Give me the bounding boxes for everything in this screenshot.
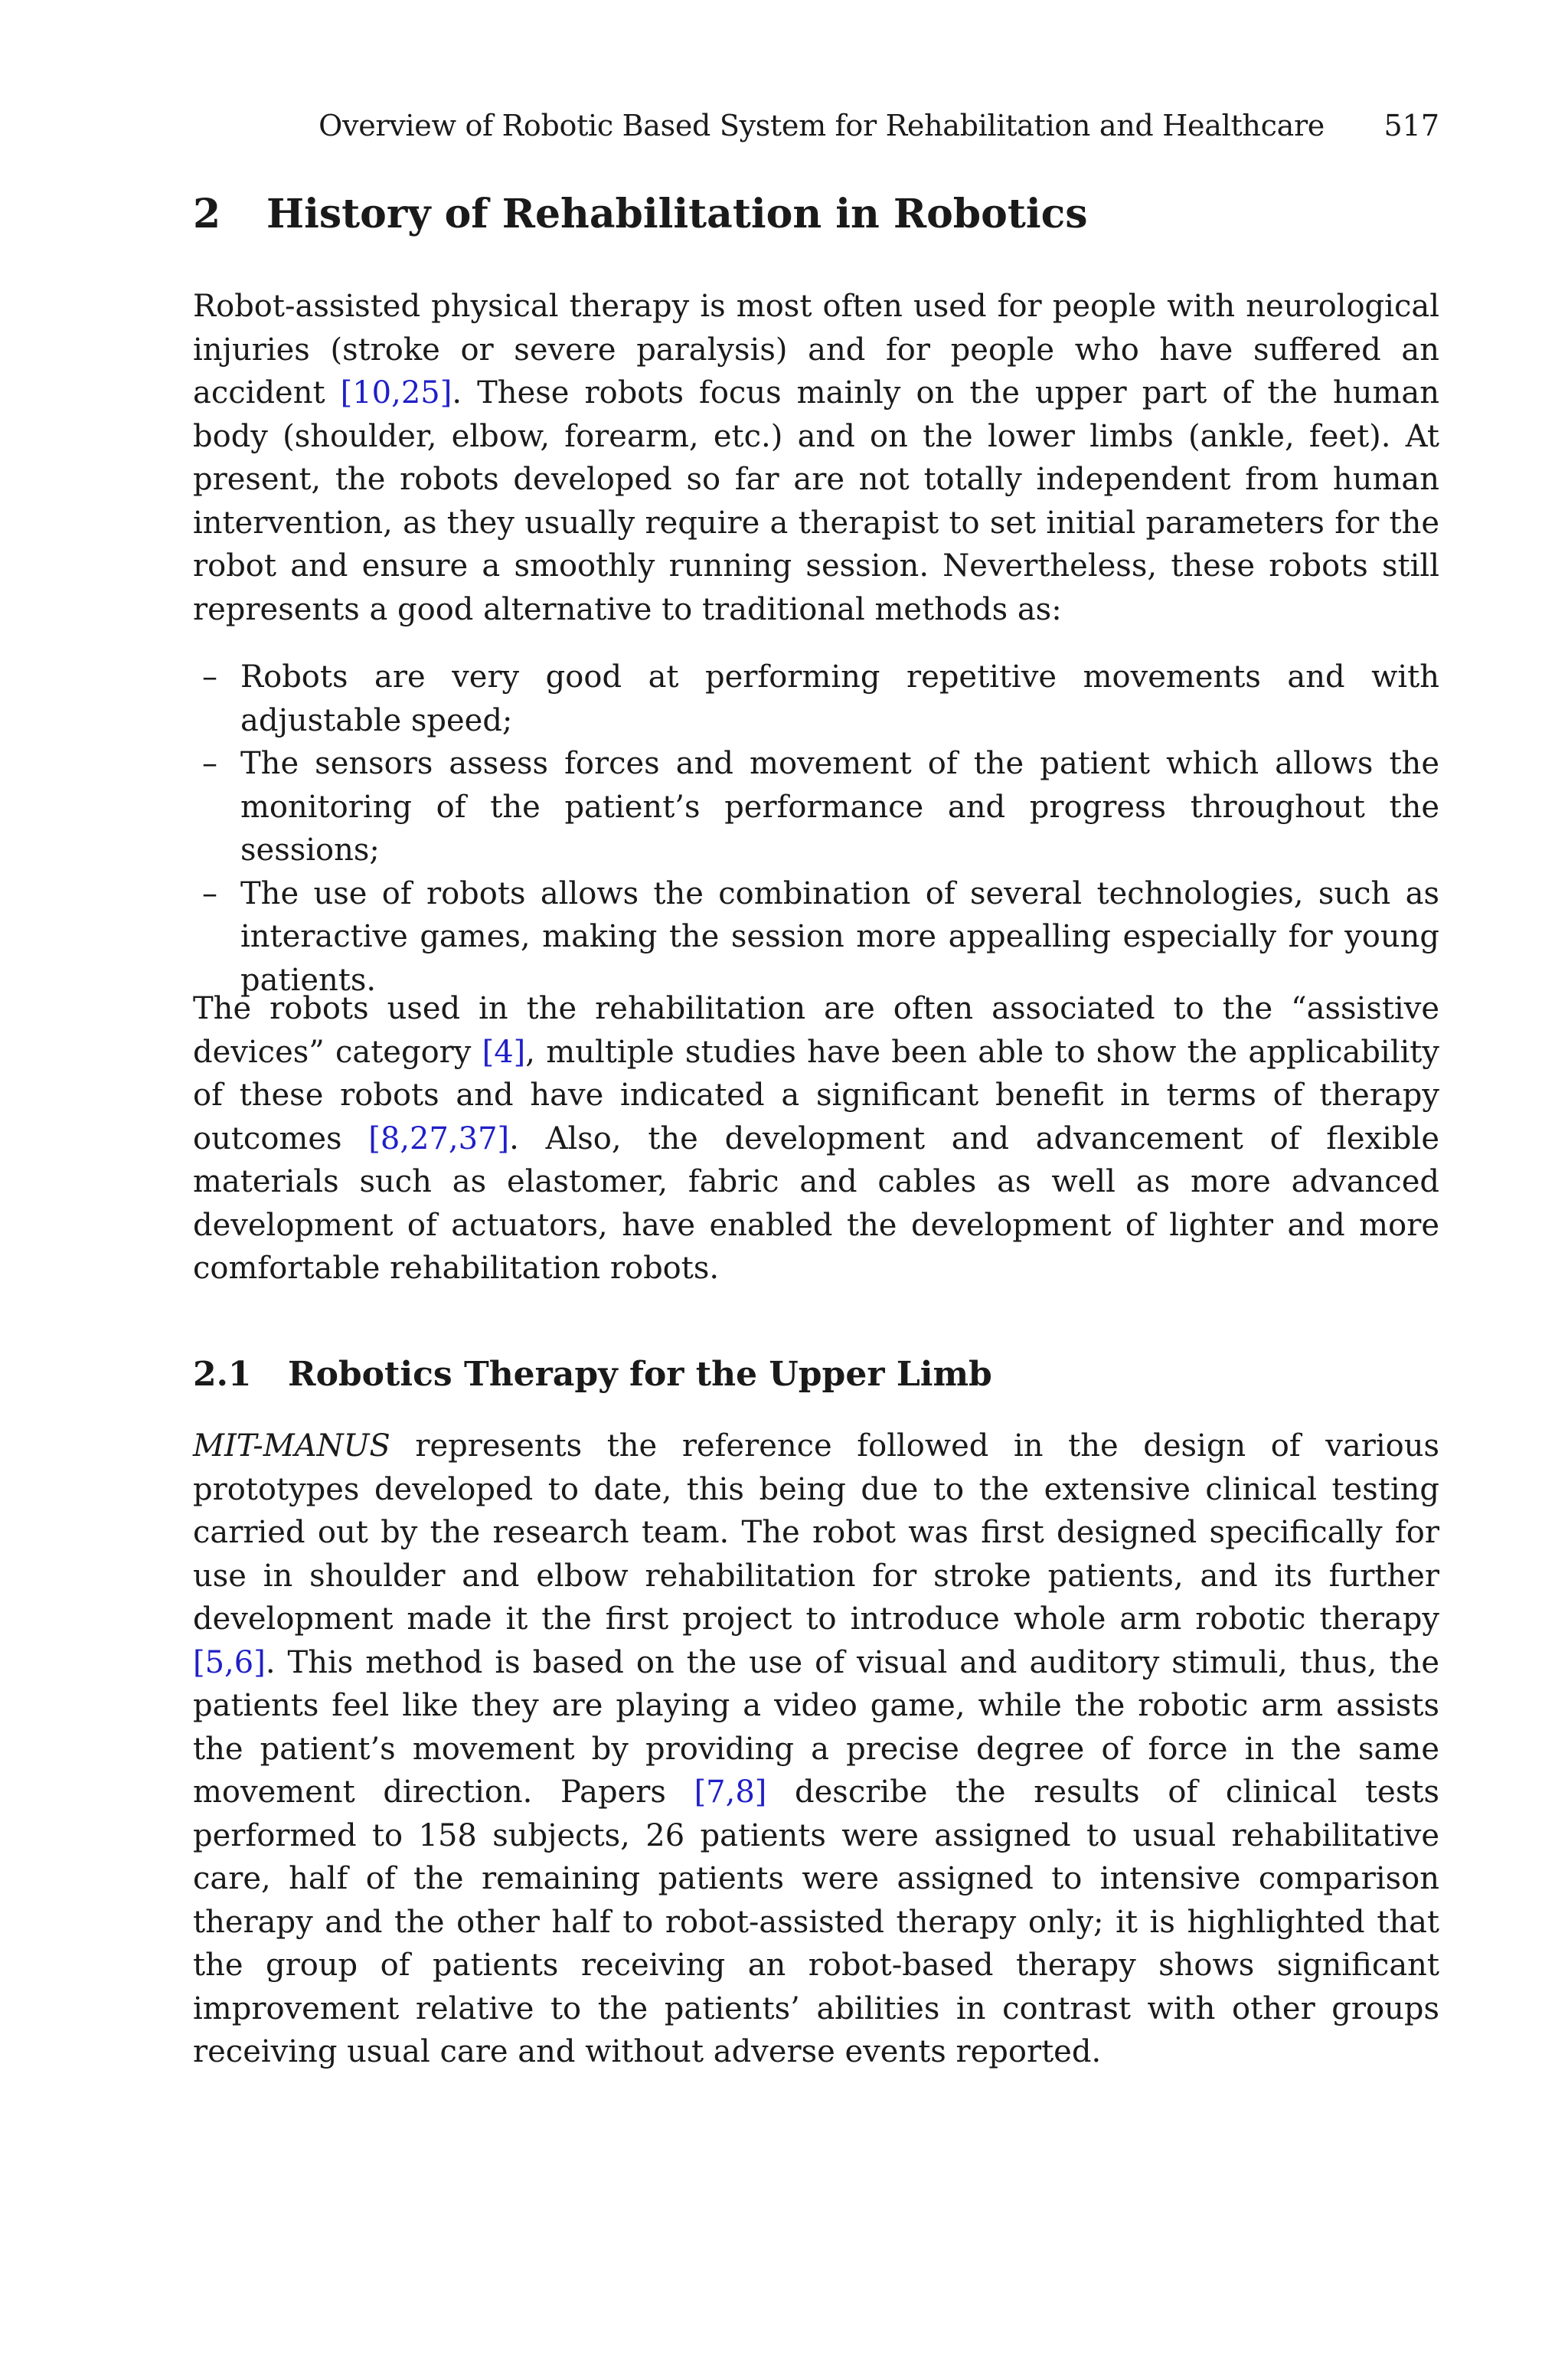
paragraph-text: Robot-assisted physical therapy is most often used for people with neurological injuries (stroke or severe paralysis) and for people who have suffered an accident [193,289,1439,411]
list-item-text: The use of robots allows the combination of several technologies, such as interactive games, making the session more appealling especially for young patients. [240,875,1439,998]
section-title: History of Rehabilitation in Robotics [266,191,1088,237]
paragraph-text: describe the results of clinical tests performed to 158 subjects, 26 patients were assigned to usual rehabilitative care, half of the remaining patients were assigned to intensive comparison therapy and the other half to robot-assisted therapy only; it is highlighted that the group of patients receiving an robot-based therapy shows significant improvement relative to the patients’ abilities in contrast with other groups receiving usual care and without adverse events reported. [193,1775,1439,2069]
subsection-heading [193,1348,992,1402]
paragraph-text: . This method is based on the use of visual and auditory stimuli, thus, the patients feel like they are playing a video game, while the robotic arm assists the patient’s movement by providing a precise degree of force in the same movement direction. Papers [193,1644,1439,1810]
citation-link[interactable]: [4] [482,1034,526,1070]
paragraph-text: represents the reference followed in the design of various prototypes developed to date, this being due to the extensive clinical testing carried out by the research team. The robot was first designed specifically for use in shoulder and elbow rehabilitation for stroke patients, and its further development made it the first project to introduce whole arm robotic therapy [193,1428,1439,1637]
paragraph-text: , multiple studies have been able to show the applicability of these robots and have indicated a significant benefit in terms of therapy outcomes [193,1034,1439,1156]
running-head-title: Overview of Robotic Based System for Rehabilitation and Healthcare [318,109,1325,142]
bullet-list [193,656,1439,1002]
running-head [193,103,1439,149]
citation-link[interactable]: [7,8] [694,1775,767,1810]
list-item [193,872,1439,1003]
paragraph-text: . These robots focus mainly on the upper part of the human body (shoulder, elbow, forearm, etc.) and on the lower limbs (ankle, feet). At present, the robots developed so far are not totally independent from human intervention, as they usually require a therapist to set initial parameters for the robot and ensure a smoothly running session. Nevertheless, these robots still represents a good alternative to traditional methods as: [193,375,1440,627]
citation-link[interactable]: [10,25] [340,375,452,411]
list-dash: – [202,659,217,695]
list-item-text: The sensors assess forces and movement of the patient which allows the monitoring of the patient’s performance and progress throughout the sessions; [240,746,1439,868]
citation-link[interactable]: [5,6] [193,1644,266,1680]
list-dash: – [202,746,217,781]
subsection-title: Robotics Therapy for the Upper Limb [288,1355,992,1394]
list-dash: – [202,875,217,911]
paragraph-assistive-devices [193,987,1439,1290]
paragraph-text: . Also, the development and advancement of flexible materials such as elastomer, fabric and cables as well as more advanced development of actuators, have enabled the development of lighter and more comfortable rehabilitation robots. [193,1120,1439,1286]
paragraph-mit-manus [193,1425,1439,2074]
section-heading [193,184,1088,245]
paragraph-text: The robots used in the rehabilitation are often associated to the “assistive devices” category [193,991,1439,1070]
subsection-number: 2.1 [193,1355,252,1394]
robot-name: MIT-MANUS [193,1428,390,1464]
section-number: 2 [193,191,221,237]
list-item [193,656,1439,742]
page-number: 517 [1383,109,1439,142]
paragraph-intro [193,285,1439,631]
citation-link[interactable]: [8,27,37] [368,1120,510,1156]
list-item-text: Robots are very good at performing repetitive movements and with adjustable speed; [240,659,1439,738]
list-item [193,742,1439,872]
